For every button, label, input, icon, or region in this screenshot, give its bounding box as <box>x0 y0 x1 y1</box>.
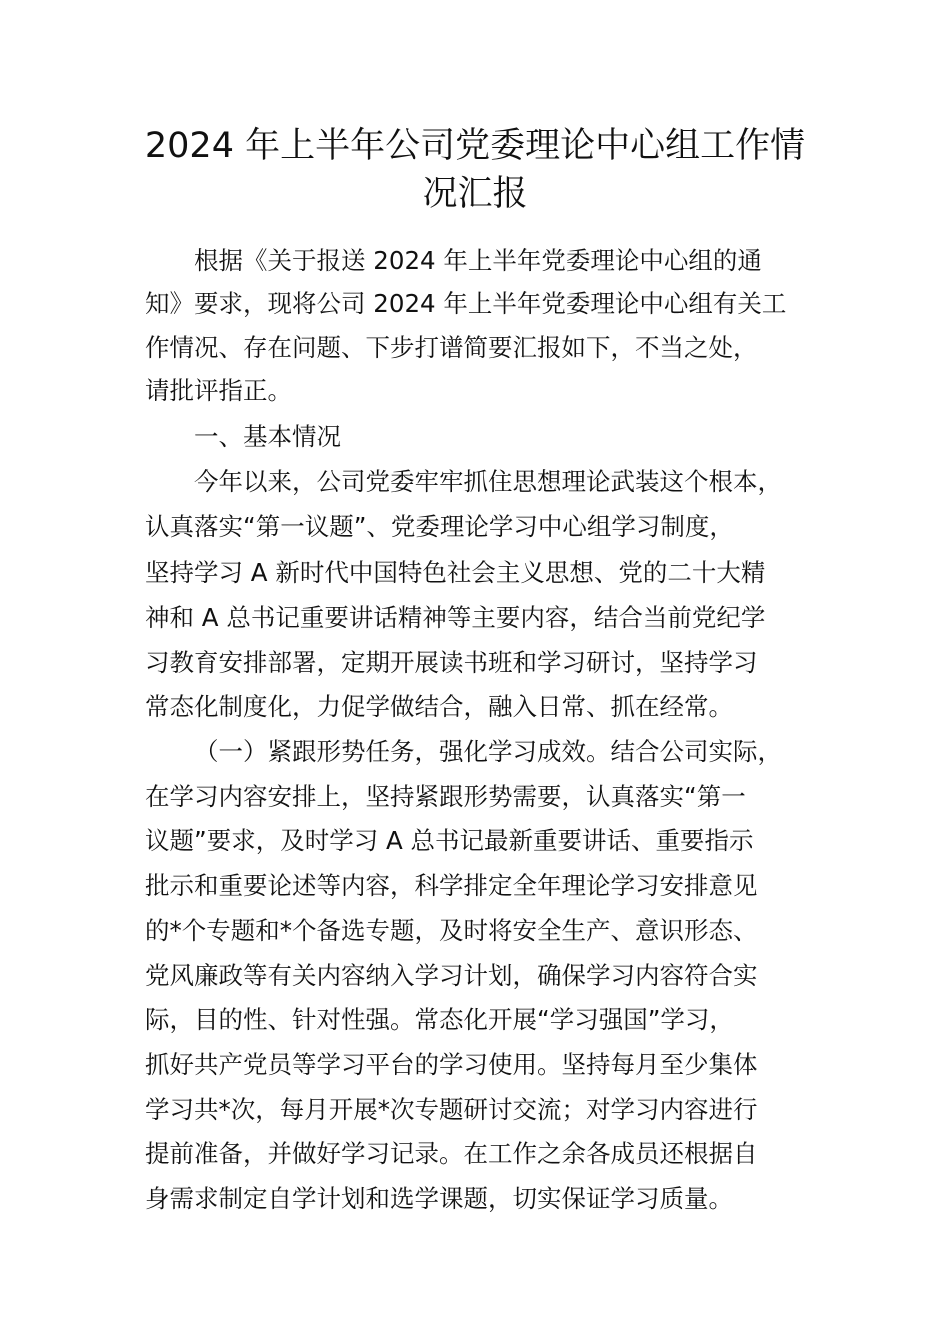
document-title-line-1: 2024 年上半年公司党委理论中心组工作情 <box>144 126 806 166</box>
paragraph-1-line-4: 请批评指正。 <box>145 376 292 405</box>
paragraph-3-line-1: （一）紧跟形势任务，强化学习成效。结合公司实际， <box>194 737 782 766</box>
paragraph-2-line-3: 坚持学习 A 新时代中国特色社会主义思想、党的二十大精 <box>145 558 766 587</box>
paragraph-3-line-9: 学习共*次，每月开展*次专题研讨交流；对学习内容进行 <box>145 1095 758 1124</box>
paragraph-1-line-2: 知》要求，现将公司 2024 年上半年党委理论中心组有关工 <box>145 289 787 318</box>
paragraph-3-line-3: 议题”要求，及时学习 A 总书记最新重要讲话、重要指示 <box>145 826 754 855</box>
section-heading: 一、基本情况 <box>194 422 341 451</box>
paragraph-3-line-4: 批示和重要论述等内容，科学排定全年理论学习安排意见 <box>145 871 758 900</box>
paragraph-2-line-5: 习教育安排部署，定期开展读书班和学习研讨，坚持学习 <box>145 648 758 677</box>
paragraph-3-line-8: 抓好共产党员等学习平台的学习使用。坚持每月至少集体 <box>145 1050 758 1079</box>
paragraph-3-line-5: 的*个专题和*个备选专题，及时将安全生产、意识形态、 <box>145 916 758 945</box>
paragraph-3-line-7: 际，目的性、针对性强。常态化开展“学习强国”学习， <box>145 1005 734 1034</box>
paragraph-1-line-3: 作情况、存在问题、下步打谱简要汇报如下，不当之处， <box>145 333 758 362</box>
paragraph-3-line-10: 提前准备，并做好学习记录。在工作之余各成员还根据自 <box>145 1139 758 1168</box>
paragraph-1-line-1: 根据《关于报送 2024 年上半年党委理论中心组的通 <box>194 246 762 275</box>
document-title-line-2: 况汇报 <box>422 174 528 214</box>
paragraph-2-line-6: 常态化制度化，力促学做结合，融入日常、抓在经常。 <box>145 692 733 721</box>
paragraph-2-line-2: 认真落实“第一议题”、党委理论学习中心组学习制度， <box>145 512 734 541</box>
paragraph-3-line-11: 身需求制定自学计划和选学课题，切实保证学习质量。 <box>145 1184 733 1213</box>
paragraph-3-line-2: 在学习内容安排上，坚持紧跟形势需要，认真落实“第一 <box>145 782 746 811</box>
paragraph-2-line-1: 今年以来，公司党委牢牢抓住思想理论武装这个根本， <box>194 467 782 496</box>
paragraph-3-line-6: 党风廉政等有关内容纳入学习计划，确保学习内容符合实 <box>145 961 758 990</box>
paragraph-2-line-4: 神和 A 总书记重要讲话精神等主要内容，结合当前党纪学 <box>145 603 766 632</box>
